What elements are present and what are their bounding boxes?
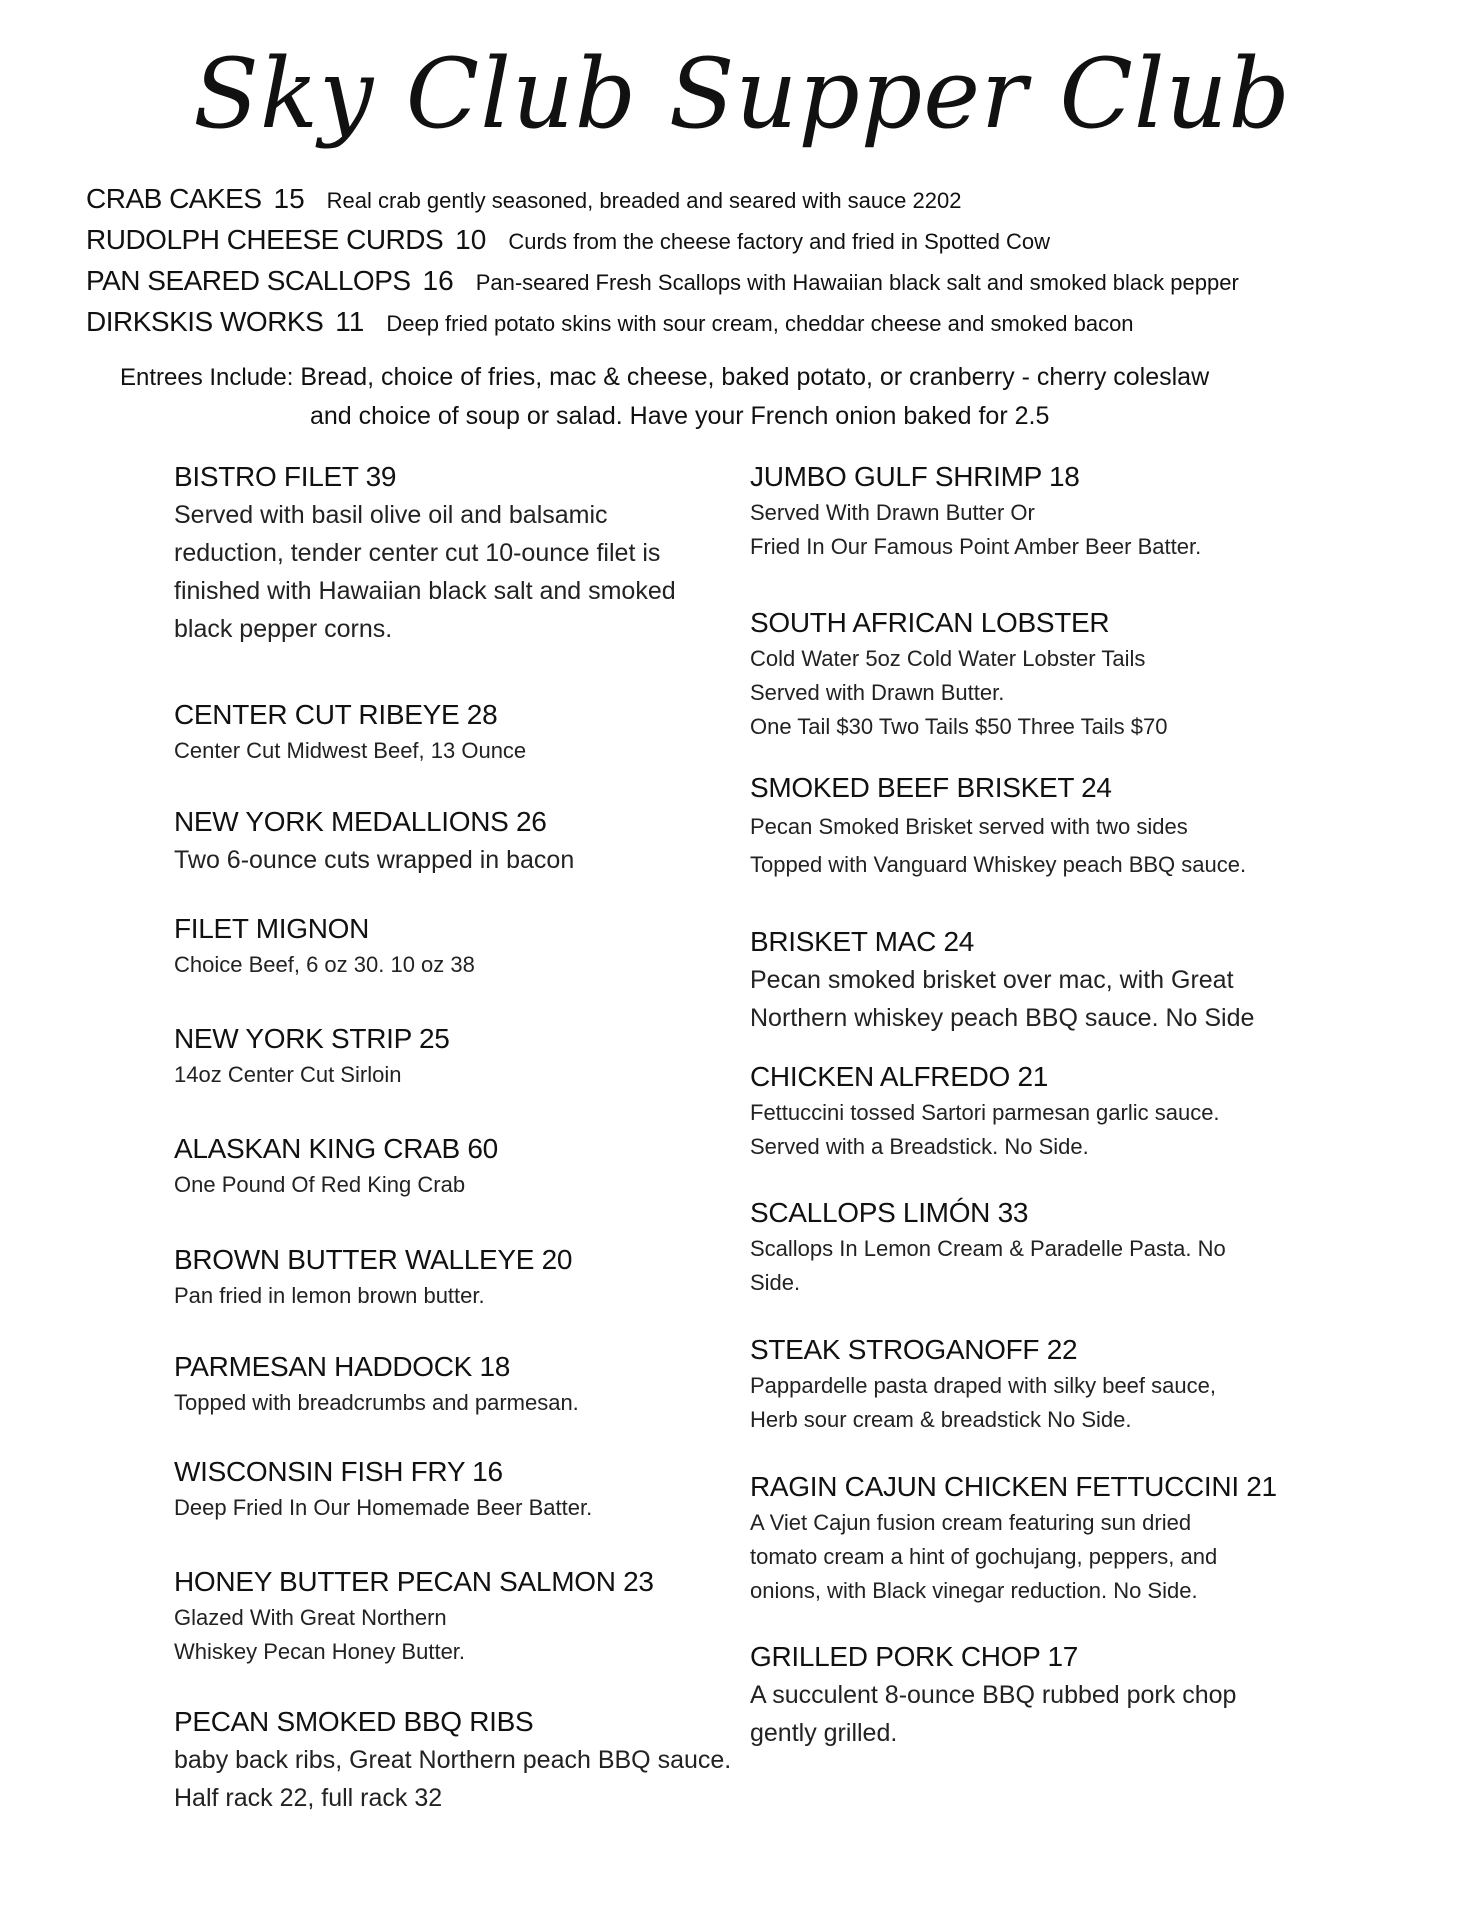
menu-item-title: SOUTH AFRICAN LOBSTER [750,607,1110,638]
menu-item [174,803,734,879]
menu-item-description [750,1232,1320,1300]
menu-item-description [750,1506,1320,1608]
menu-item-title: WISCONSIN FISH FRY 16 [174,1456,503,1487]
appetizer-description: Curds from the cheese factory and fried in Spotted Cow [508,229,1051,254]
description-line: Pan fried in lemon brown butter. [174,1283,485,1308]
description-line: finished with Hawaiian black salt and smoked [174,577,676,605]
menu-item-description [750,1676,1320,1752]
menu-item-description [750,807,1320,883]
restaurant-title: Sky Club Supper Club [193,38,1291,150]
menu-item-title: CHICKEN ALFREDO 21 [750,1061,1049,1092]
description-line: baby back ribs, Great Northern peach BBQ sauce. [174,1746,732,1774]
menu-item [174,1563,734,1669]
description-line: Pecan Smoked Brisket served with two sides [750,814,1188,839]
description-line: One Pound Of Red King Crab [174,1172,466,1197]
menu-item [750,769,1320,883]
menu-item [174,1130,734,1202]
menu-item-description [174,1058,734,1092]
menu-item-description [174,1601,734,1669]
menu-item-title: NEW YORK STRIP 25 [174,1023,450,1054]
description-line: Served With Drawn Butter Or [750,500,1035,525]
menu-item [750,458,1320,564]
description-line: Fried In Our Famous Point Amber Beer Batter. [750,534,1202,559]
appetizer-list [86,178,1426,342]
menu-item-title: ALASKAN KING CRAB 60 [174,1133,498,1164]
menu-item-title: BISTRO FILET 39 [174,461,397,492]
menu-item [750,1194,1320,1300]
menu-item-title: PECAN SMOKED BBQ RIBS [174,1706,534,1737]
appetizer-name: RUDOLPH CHEESE CURDS [86,224,444,255]
menu-item-description [174,1168,734,1202]
menu-item-title: FILET MIGNON [174,913,370,944]
menu-item-description [174,1491,734,1525]
menu-item-title: CENTER CUT RIBEYE 28 [174,699,498,730]
description-line: onions, with Black vinegar reduction. No Side. [750,1578,1198,1603]
description-line: Deep Fried In Our Homemade Beer Batter. [174,1495,593,1520]
description-line: gently grilled. [750,1719,898,1747]
menu-item-description [174,1386,734,1420]
description-line: Choice Beef, 6 oz 30. 10 oz 38 [174,952,475,977]
description-line: Herb sour cream & breadstick No Side. [750,1407,1132,1432]
menu-item [174,1020,734,1092]
menu-item-title: SCALLOPS LIMÓN 33 [750,1197,1029,1228]
menu-item [174,696,734,768]
entrees-include-line-2: and choice of soup or salad. Have your French onion baked for 2.5 [310,402,1050,430]
description-line: tomato cream a hint of gochujang, peppers, and [750,1544,1218,1569]
description-line: Topped with Vanguard Whiskey peach BBQ sauce. [750,852,1247,877]
menu-item-description [750,961,1320,1037]
description-line: Two 6-ounce cuts wrapped in bacon [174,846,575,874]
appetizer-description: Pan-seared Fresh Scallops with Hawaiian black salt and smoked black pepper [475,270,1239,295]
description-line: Scallops In Lemon Cream & Paradelle Pasta. No [750,1236,1226,1261]
menu-item [174,1348,734,1420]
menu-item [174,458,734,648]
menu-item [750,1468,1320,1608]
appetizer-item [86,301,1426,342]
description-line: One Tail $30 Two Tails $50 Three Tails $70 [750,714,1168,739]
menu-item [750,1058,1320,1164]
menu-item-description [174,841,734,879]
appetizer-price: 15 [273,183,305,214]
description-line: Pappardelle pasta draped with silky beef sauce, [750,1373,1216,1398]
menu-item-title: BRISKET MAC 24 [750,926,975,957]
description-line: Served with basil olive oil and balsamic [174,501,608,529]
menu-item-title: RAGIN CAJUN CHICKEN FETTUCCINI 21 [750,1471,1277,1502]
entrees-include-label: Entrees Include: [120,364,294,391]
menu-item-title: PARMESAN HADDOCK 18 [174,1351,511,1382]
menu-item [750,1331,1320,1437]
description-line: Half rack 22, full rack 32 [174,1784,443,1812]
description-line: Fettuccini tossed Sartori parmesan garlic sauce. [750,1100,1220,1125]
description-line: black pepper corns. [174,615,393,643]
appetizer-name: CRAB CAKES [86,183,262,214]
description-line: Northern whiskey peach BBQ sauce. No Side [750,1004,1255,1032]
menu-item-title: HONEY BUTTER PECAN SALMON 23 [174,1566,654,1597]
menu-item [750,923,1320,1037]
appetizer-description: Deep fried potato skins with sour cream, cheddar cheese and smoked bacon [386,311,1134,336]
description-line: Cold Water 5oz Cold Water Lobster Tails [750,646,1146,671]
description-line: Topped with breadcrumbs and parmesan. [174,1390,579,1415]
appetizer-item [86,219,1426,260]
appetizer-price: 11 [335,306,365,337]
menu-item-description [750,1096,1320,1164]
appetizer-name: DIRKSKIS WORKS [86,306,324,337]
appetizer-name: PAN SEARED SCALLOPS [86,265,411,296]
description-line: A Viet Cajun fusion cream featuring sun dried [750,1510,1192,1535]
description-line: Center Cut Midwest Beef, 13 Ounce [174,738,527,763]
appetizer-item [86,260,1426,301]
appetizer-item [86,178,1426,219]
menu-item-title: GRILLED PORK CHOP 17 [750,1641,1079,1672]
description-line: Pecan smoked brisket over mac, with Great [750,966,1234,994]
menu-item-title: BROWN BUTTER WALLEYE 20 [174,1244,573,1275]
description-line: reduction, tender center cut 10-ounce filet is [174,539,661,567]
menu-item [174,910,734,982]
description-line: Served with a Breadstick. No Side. [750,1134,1089,1159]
description-line: 14oz Center Cut Sirloin [174,1062,402,1087]
menu-item-title: JUMBO GULF SHRIMP 18 [750,461,1080,492]
entrees-include-line-1: Bread, choice of fries, mac & cheese, baked potato, or cranberry - cherry coleslaw [300,363,1210,391]
menu-item-title: SMOKED BEEF BRISKET 24 [750,772,1112,803]
menu-item [174,1241,734,1313]
description-line: Glazed With Great Northern [174,1605,447,1630]
menu-item-title: NEW YORK MEDALLIONS 26 [174,806,547,837]
appetizer-price: 10 [455,224,487,255]
description-line: Served with Drawn Butter. [750,680,1005,705]
menu-item-description [174,948,734,982]
menu-item [750,604,1320,744]
menu-item-description [174,734,734,768]
description-line: Whiskey Pecan Honey Butter. [174,1639,466,1664]
appetizer-price: 16 [422,265,454,296]
menu-item-description [750,642,1320,744]
menu-item-description [174,1279,734,1313]
description-line: Side. [750,1270,801,1295]
menu-item [174,1703,734,1817]
entrees-include-note [120,358,1320,435]
menu-item-description [174,1741,734,1817]
menu-item-title: STEAK STROGANOFF 22 [750,1334,1078,1365]
menu-item [174,1453,734,1525]
menu-item [750,1638,1320,1752]
description-line: A succulent 8-ounce BBQ rubbed pork chop [750,1681,1237,1709]
menu-item-description [174,496,734,648]
menu-item-description [750,496,1320,564]
menu-item-description [750,1369,1320,1437]
appetizer-description: Real crab gently seasoned, breaded and seared with sauce 2202 [326,188,962,213]
